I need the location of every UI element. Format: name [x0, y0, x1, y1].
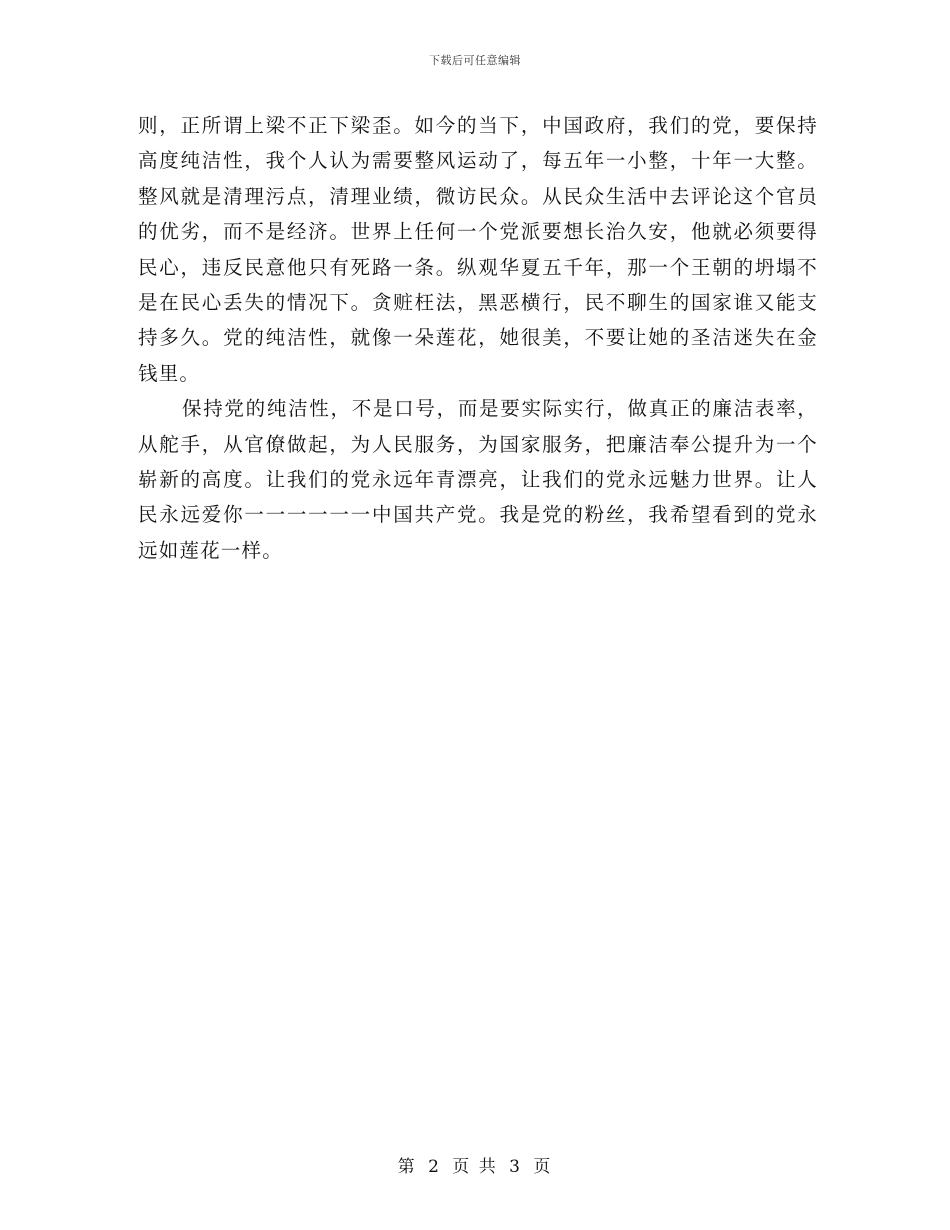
page-header: 下载后可任意编辑	[429, 54, 521, 67]
footer-suffix: 页	[533, 1157, 553, 1177]
footer-total-pages: 3	[509, 1157, 522, 1177]
paragraph-1: 则，正所谓上梁不正下梁歪。如今的当下，中国政府，我们的党，要保持高度纯洁性，我个人认为需要整风运动了，每五年一小整，十年一大整。整风就是清理污点，清理业绩，微访民众。从民众生活中去评论这个官员的优劣，而不是经济。世界上任何一个党派要想长治久安，他就必须要得民心，违反民意他只有死路一条。纵观华夏五千年，那一个王朝的坍塌不是在民心丢失的情况下。贪赃枉法，黑恶横行，民不聊生的国家谁又能支持多久。党的纯洁性，就像一朵莲花，她很美，不要让她的圣洁迷失在金钱里。	[138, 114, 818, 385]
footer-prefix: 第	[397, 1157, 417, 1177]
paragraph-2: 保持党的纯洁性，不是口号，而是要实际实行，做真正的廉洁表率，从舵手，从官僚做起，为人民服务，为国家服务，把廉洁奉公提升为一个崭新的高度。让我们的党永远年青漂亮，让我们的党永远魅力世界。让人民永远爱你一一一一一一中国共产党。我是党的粉丝，我希望看到的党永远如莲花一样。	[138, 397, 818, 562]
footer-page-number: 2	[428, 1157, 441, 1177]
document-body	[138, 108, 818, 568]
footer-middle: 页 共	[452, 1157, 498, 1177]
page-footer	[0, 1152, 950, 1177]
